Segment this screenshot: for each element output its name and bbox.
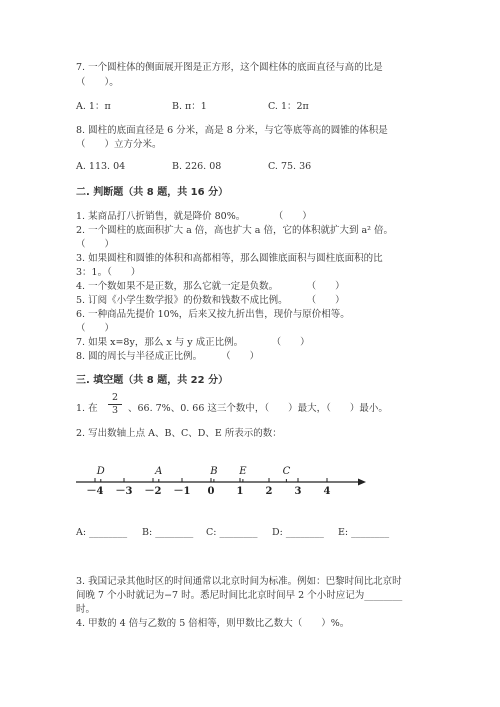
blank-b[interactable]: B: ________ <box>142 527 194 538</box>
s2-item-2-paren: （ ） <box>76 239 115 250</box>
q8-option-a: A. 113. 04 <box>76 161 126 172</box>
q7-option-b: B. π：1 <box>172 101 207 112</box>
tick-label: －4 <box>86 486 104 497</box>
q7-answer-paren: （ ）。 <box>76 77 119 88</box>
number-line-figure <box>70 455 370 500</box>
q8-answer-paren: （ ）立方分米。 <box>76 139 162 150</box>
point-label-c: C <box>282 466 291 477</box>
number-line-ticks <box>95 478 327 482</box>
q7-option-a: A. 1：π <box>76 101 111 112</box>
s3-q1-rest: 、66. 7%、0. 66 这三个数中，（ ）最大，（ ）最小。 <box>128 403 388 414</box>
number-line-tick-labels <box>87 486 331 497</box>
tick-label: －3 <box>115 486 133 497</box>
q7-option-c: C. 1：2π <box>268 101 309 112</box>
s3-q1-fraction <box>108 393 122 416</box>
s2-item-7: 7. 如果 x=8y，那么 x 与 y 成正比例。 （ ） <box>76 337 310 348</box>
blank-a[interactable]: A: ________ <box>76 527 128 538</box>
s2-item-6-paren: （ ） <box>76 323 115 334</box>
blank-d[interactable]: D: ________ <box>272 527 324 538</box>
tick-label: －1 <box>173 486 191 497</box>
q8-option-b: B. 226. 08 <box>172 161 222 172</box>
tick-label: 0 <box>207 486 215 497</box>
tick-label: 1 <box>236 486 244 497</box>
s2-item-3: 3. 如果圆柱和圆锥的体积和高都相等，那么圆锥底面积与圆柱底面积的比 <box>76 253 383 264</box>
point-label-a: A <box>155 466 163 477</box>
fraction-denominator: 3 <box>111 405 119 416</box>
blank-e[interactable]: E: ________ <box>338 527 390 538</box>
q7-text: 7. 一个圆柱体的侧面展开图是正方形，这个圆柱体的底面直径与高的比是 <box>76 62 383 73</box>
q8-text: 8. 圆柱的底面直径是 6 分米，高是 8 分米，与它等底等高的圆锥的体积是 <box>76 125 388 136</box>
s2-item-2: 2. 一个圆柱的底面积扩大 a 倍，高也扩大 a 倍，它的体积就扩大到 a² 倍。 <box>76 225 394 236</box>
q8-option-c: C. 75. 36 <box>268 161 312 172</box>
section3-title: 三. 填空题（共 8 题，共 22 分） <box>76 375 229 386</box>
s3-q3-line2: 间晚 7 个小时就记为−7 时。悉尼时间比北京时间早 2 个小时应记为________ <box>76 590 403 601</box>
tick-label: 2 <box>265 486 273 497</box>
s3-q4-text: 4. 甲数的 4 倍与乙数的 5 倍相等，则甲数比乙数大（ ）%。 <box>76 618 350 629</box>
s3-q3-line1: 3. 我国记录其他时区的时间通常以北京时间为标准。例如：巴黎时间比北京时 <box>76 576 402 587</box>
tick-label: －2 <box>144 486 162 497</box>
point-label-b: B <box>210 466 218 477</box>
s2-item-6: 6. 一种商品先提价 10%，后来又按九折出售，现价与原价相等。 <box>76 309 350 320</box>
s2-item-5: 5. 订阅《小学生数学报》的份数和钱数不成比例。 （ ） <box>76 295 345 306</box>
tick-label: 3 <box>294 486 302 497</box>
s3-q2-text: 2. 写出数轴上点 A、B、C、D、E 所表示的数： <box>76 428 282 439</box>
s2-item-1: 1. 某商品打八折销售，就是降价 80%。 （ ） <box>76 211 312 222</box>
blank-c[interactable]: C: ________ <box>206 527 258 538</box>
s2-item-3-cont: 3：1。（ ） <box>76 267 141 278</box>
s2-item-8: 8. 圆的周长与半径成正比例。 （ ） <box>76 351 260 362</box>
section2-title: 二. 判断题（共 8 题，共 16 分） <box>76 187 229 198</box>
s3-q1-prefix: 1. 在 <box>76 403 98 414</box>
number-line-arrow <box>358 479 366 486</box>
s3-q3-line3: 时。 <box>76 604 96 615</box>
s2-item-4: 4. 一个数如果不是正数，那么它就一定是负数。 （ ） <box>76 281 345 292</box>
tick-label: 4 <box>323 486 331 497</box>
number-line-point-labels <box>96 466 291 482</box>
point-label-e: E <box>239 466 247 477</box>
fraction-numerator: 2 <box>111 392 119 403</box>
point-label-d: D <box>96 466 105 477</box>
